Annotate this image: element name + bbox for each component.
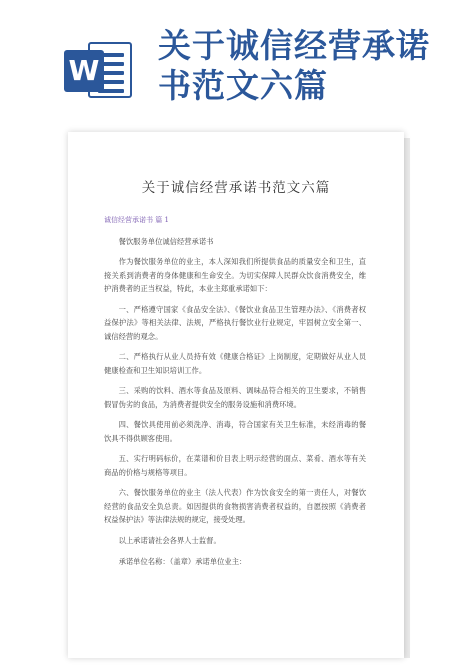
document-page [68, 132, 404, 658]
document-title: 关于诚信经营承诺书范文六篇 [141, 180, 331, 196]
banner-title-line-2: 书范文六篇 [158, 66, 328, 105]
signature-line: 承诺单位名称：（盖章）承诺单位业主： [118, 557, 247, 566]
paragraph: 五、实行明码标价，在菜谱和价目表上明示经营的面点、菜肴、酒水等有关商品的价格与规格等项目。 [104, 454, 366, 477]
word-document-icon [64, 38, 134, 102]
section-heading: 诚信经营承诺书 篇 1 [104, 216, 169, 224]
paragraph: 以上承诺请社会各界人士监督。 [118, 535, 221, 545]
paragraph: 四、餐饮具使用前必须洗净、消毒，符合国家有关卫生标准，未经消毒的餐饮具不得供顾客使用。 [104, 420, 366, 443]
banner-title [158, 26, 458, 106]
paragraph: 三、采购的饮料、酒水等食品及原料、调味品符合相关的卫生要求，不销售假冒伪劣的食品，为消费者提供安全的服务设施和消费环境。 [104, 386, 366, 409]
paragraph: 作为餐饮服务单位的业主，本人深知我们所提供食品的质量安全和卫生，直接关系到消费者的身体健康和生命安全。为切实保障人民群众饮食消费安全，维护消费者的正当权益，特此，本业主郑重承诺如下： [104, 257, 366, 293]
paragraph: 餐饮服务单位诚信经营承诺书 [118, 236, 214, 246]
paragraph: 一、严格遵守国家《食品安全法》、《餐饮业食品卫生管理办法》、《消费者权益保护法》等相关法律、法规，严格执行餐饮业行业规定，牢固树立安全第一、诚信经营的观念。 [104, 304, 366, 341]
word-logo-letter: W [64, 50, 104, 92]
paragraph: 六、餐饮服务单位的业主（法人代表）作为饮食安全的第一责任人，对餐饮经营的食品安全负总责。如因提供的食物损害消费者权益的，自愿按照《消费者权益保护法》等法律法规的规定，接受处理。 [104, 488, 366, 524]
banner [0, 0, 474, 112]
banner-title-line-1: 关于诚信经营承诺 [158, 26, 430, 65]
document-body [104, 214, 366, 576]
paragraph: 二、严格执行从业人员持有效《健康合格证》上岗制度，定期做好从业人员健康检查和卫生知识培训工作。 [104, 352, 366, 375]
